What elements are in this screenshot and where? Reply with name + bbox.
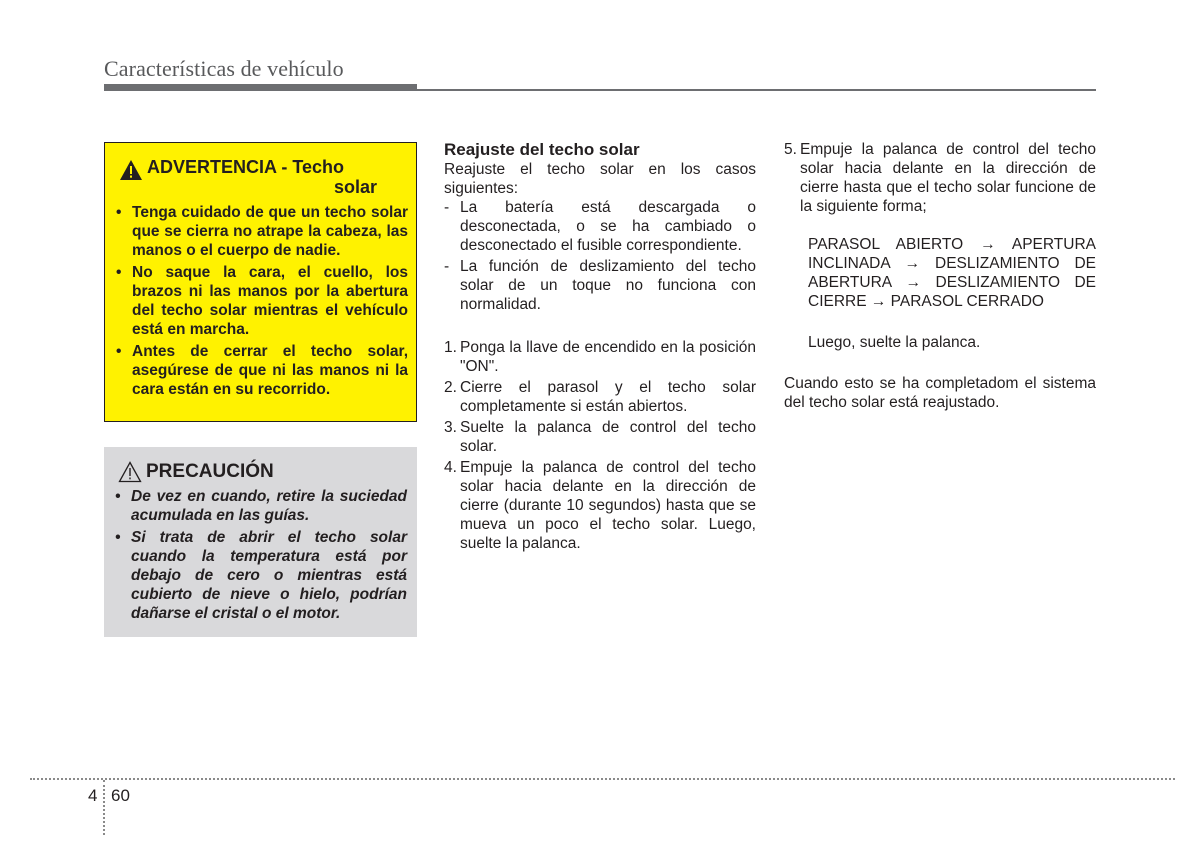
step-text: Suelte la palanca de control del techo solar. <box>460 419 756 455</box>
chapter-number: 4 <box>88 786 98 805</box>
case-text: La batería está descargada o desconectada, o se ha cambiado o desconectado el fusible correspondiente. <box>460 199 756 254</box>
caution-header <box>116 459 406 487</box>
warning-title-line2: solar <box>333 177 377 197</box>
section-title: Características de vehículo <box>104 56 344 81</box>
step-text: Empuje la palanca de control del techo solar hacia delante en la dirección de cierre hasta que el techo solar funcione de la siguiente forma; <box>800 141 1096 215</box>
caution-title: PRECAUCIÓN <box>146 461 274 482</box>
reset-intro: Reajuste el techo solar en los casos siguientes: <box>444 161 756 197</box>
reset-cases <box>444 198 756 314</box>
page-number: 60 <box>111 786 130 805</box>
warning-item: • Antes de cerrar el techo solar, asegúrese de que ni las manos ni la cara están en su recorrido. <box>116 342 408 399</box>
caution-item: • De vez en cuando, retire la suciedad acumulada en las guías. <box>115 487 407 525</box>
caution-item: • Si trata de abrir el techo solar cuando la temperatura está por debajo de cero o mientras está cubierto de nieve o hielo, podrían dañarse el cristal o el motor. <box>115 528 407 623</box>
step-item <box>784 140 1096 216</box>
reset-column-continued <box>784 140 1096 412</box>
warning-title-line1: ADVERTENCIA - Techo <box>147 157 345 177</box>
warning-item: • No saque la cara, el cuello, los brazos ni las manos por la abertura del techo solar mientras el vehículo está en marcha. <box>116 263 408 339</box>
step-item <box>444 378 756 416</box>
reset-steps <box>444 338 756 553</box>
header-rule-thin <box>417 89 1096 91</box>
step-number: 5. <box>784 141 797 158</box>
operation-sequence: PARASOL ABIERTO → APERTURA INCLINADA → DESLIZAMIENTO DE ABERTURA → DESLIZAMIENTO DE CIERRE → PARASOL CERRADO <box>808 236 1096 310</box>
step-item <box>444 418 756 456</box>
dash-marker: - <box>444 258 450 275</box>
step-text: Cierre el parasol y el techo solar completamente si están abiertos. <box>460 379 756 415</box>
step-item <box>444 458 756 553</box>
caution-list <box>115 487 407 626</box>
case-item <box>444 198 756 255</box>
footer-vertical-divider <box>103 780 105 835</box>
caution-triangle-icon <box>118 461 142 483</box>
step-number: 3. <box>444 419 457 436</box>
reset-heading: Reajuste del techo solar <box>444 140 640 159</box>
warning-triangle-icon <box>119 159 143 181</box>
reset-steps-continued <box>784 140 1096 216</box>
case-text: La función de deslizamiento del techo solar de un toque no funciona con normalidad. <box>460 258 756 313</box>
reset-conclusion: Cuando esto se ha completadom el sistema del techo solar está reajustado. <box>784 375 1096 411</box>
step-number: 1. <box>444 339 457 356</box>
step-number: 4. <box>444 459 457 476</box>
step-item <box>444 338 756 376</box>
warning-item: • Tenga cuidado de que un techo solar que se cierra no atrape la cabeza, las manos o el cuerpo de nadie. <box>116 203 408 260</box>
step-text: Empuje la palanca de control del techo solar hacia delante en la dirección de cierre (durante 10 segundos) hasta que se mueva un poco el techo solar. Luego, suelte la palanca. <box>460 459 756 552</box>
warning-list <box>116 203 408 402</box>
case-item <box>444 257 756 314</box>
warning-header <box>117 157 407 197</box>
caution-box <box>104 447 417 637</box>
warning-title <box>147 157 407 197</box>
reset-column <box>444 140 756 555</box>
footer-divider <box>30 778 1175 780</box>
header-rule-thick <box>104 84 417 91</box>
release-instruction: Luego, suelte la palanca. <box>808 334 981 351</box>
step-text: Ponga la llave de encendido en la posición "ON". <box>460 339 756 375</box>
dash-marker: - <box>444 199 450 216</box>
warning-box <box>104 142 417 422</box>
step-number: 2. <box>444 379 457 396</box>
